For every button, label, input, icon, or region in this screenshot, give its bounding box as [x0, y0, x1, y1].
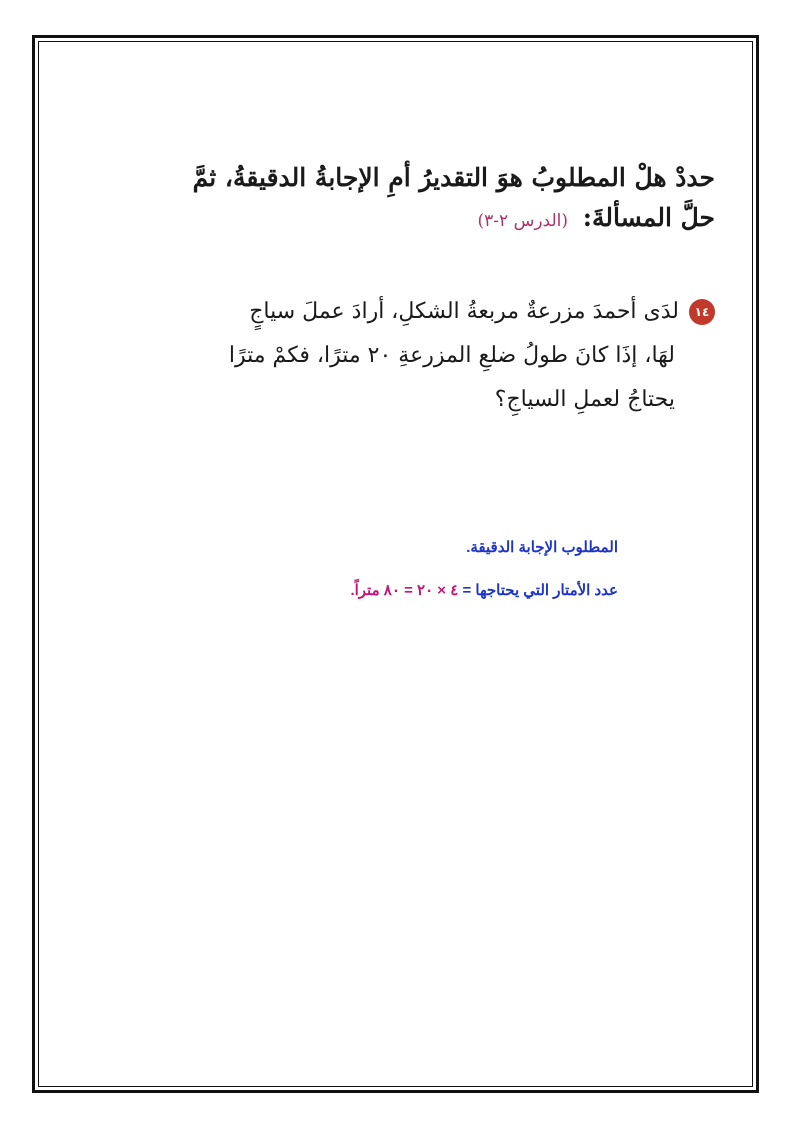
answer-line-2-label: عدد الأمتار التي يحتاجها = [462, 582, 618, 599]
problem-line-1-text: لدَى أحمدَ مزرعةٌ مربعةُ الشكلِ، أرادَ عملَ سياجٍ [249, 299, 679, 324]
problem-line-1 [170, 290, 715, 334]
answer-line-2 [150, 581, 618, 601]
question-image [165, 140, 715, 460]
instruction-line-2-text: حلَّ المسألةَ: [582, 203, 715, 232]
instruction-line-1: حددْ هلْ المطلوبُ هوَ التقديرُ أمِ الإجابةُ الدقيقةُ، ثمَّ [192, 163, 715, 192]
problem-line-3: يحتاجُ لعملِ السياجِ؟ [494, 387, 675, 412]
answer-calculation: ٤ × ٢٠ = ٨٠ متراً. [350, 582, 459, 599]
problem-text [170, 290, 715, 422]
instruction-line-2 [170, 198, 715, 241]
answer-line-1: المطلوب الإجابة الدقيقة. [466, 539, 618, 556]
question-instruction [170, 158, 715, 241]
problem-line-2: لهَا، إذَا كانَ طولُ ضلعِ المزرعةِ ٢٠ مترًا، فكمْ مترًا [228, 343, 675, 368]
question-number-badge: ١٤ [689, 299, 715, 325]
lesson-reference: (الدرس ٢-٣) [477, 211, 568, 231]
